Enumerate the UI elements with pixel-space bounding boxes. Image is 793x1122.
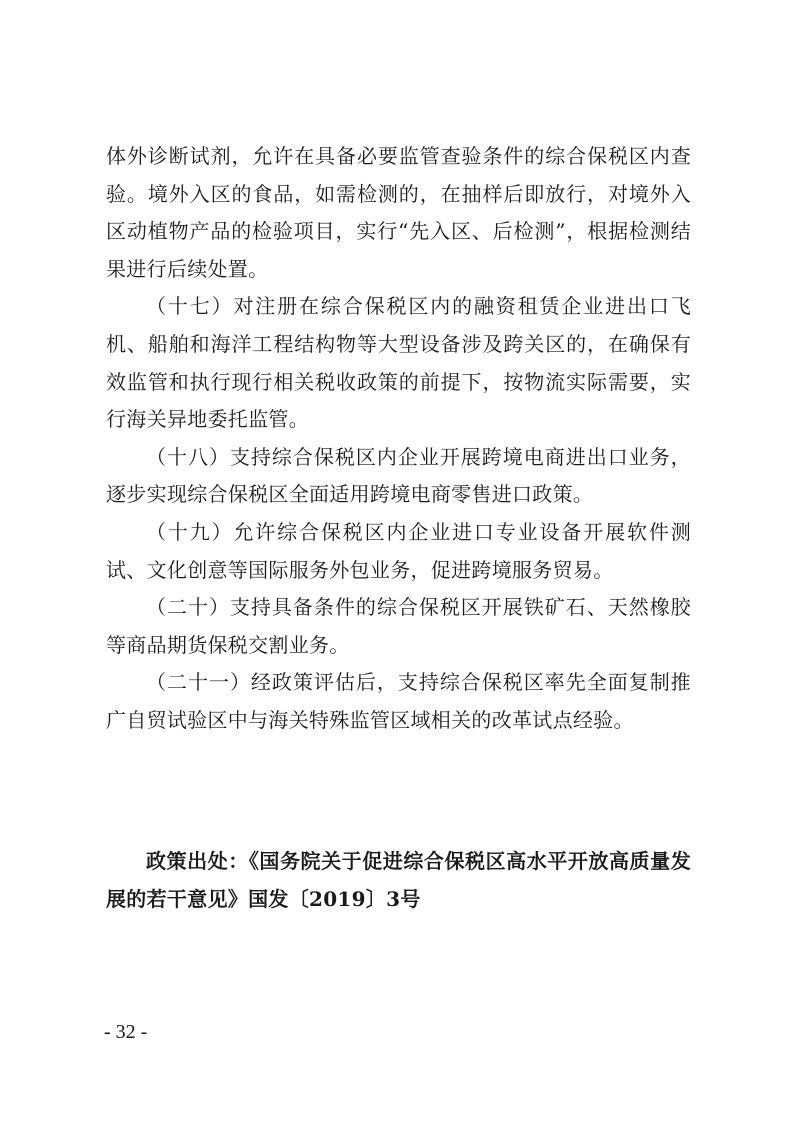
paragraph-item-21: （二十一）经政策评估后，支持综合保税区率先全面复制推广自贸试验区中与海关特殊监管区域相关的改革试点经验。 [106, 670, 691, 732]
paragraph-item-18: （十八）支持综合保税区内企业开展跨境电商进出口业务，逐步实现综合保税区全面适用跨境电商零售进口政策。 [106, 444, 691, 507]
document-body [106, 138, 691, 740]
paragraph-item-20: （二十）支持具备条件的综合保税区开展铁矿石、天然橡胶等商品期货保税交割业务。 [106, 595, 691, 657]
paragraph-continuation: 体外诊断试剂，允许在具备必要监管查验条件的综合保税区内查验。境外入区的食品，如需检测的，在抽样后即放行，对境外入区动植物产品的检验项目，实行“先入区、后检测”，根据检测结果进行后续处置。 [106, 144, 691, 281]
page-number: - 32 - [104, 1021, 148, 1043]
paragraph-item-17: （十七）对注册在综合保税区内的融资租赁企业进出口飞机、船舶和海洋工程结构物等大型设备涉及跨关区的，在确保有效监管和执行现行相关税收政策的前提下，按物流实际需要，实行海关异地委托监管。 [106, 294, 691, 432]
paragraph-item-19: （十九）允许综合保税区内企业进口专业设备开展软件测试、文化创意等国际服务外包业务，促进跨境服务贸易。 [106, 519, 691, 582]
policy-source: 政策出处：《国务院关于促进综合保税区高水平开放高质量发展的若干意见》国发〔2019〕3号 [106, 849, 691, 911]
